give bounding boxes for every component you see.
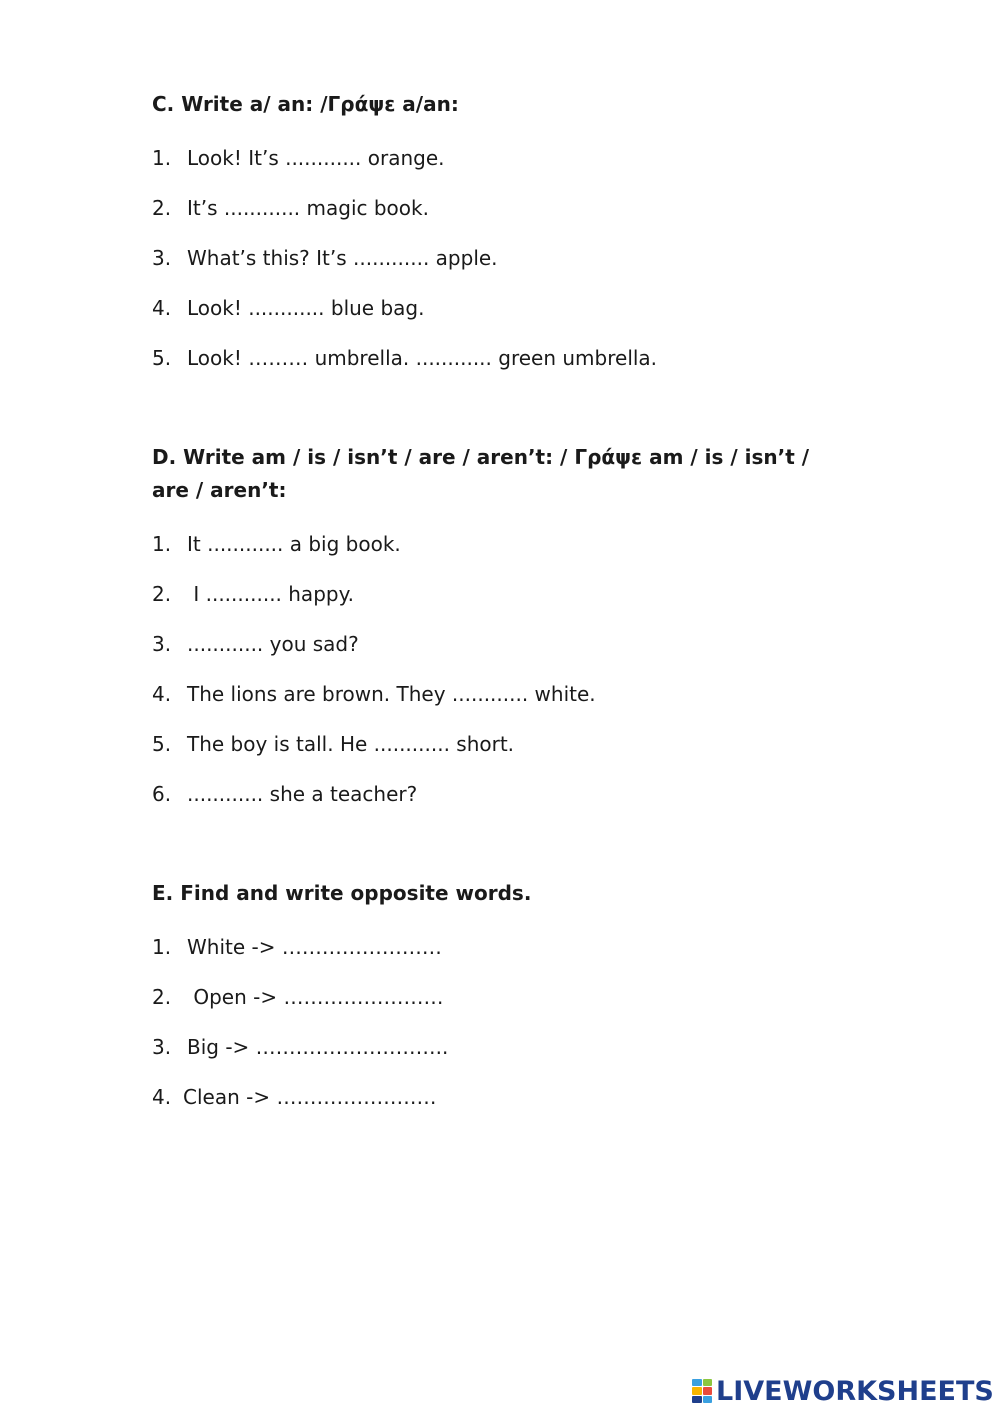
list-item xyxy=(152,333,852,383)
item-text: Open -> …………………… xyxy=(187,985,444,1009)
item-number: 3. xyxy=(152,632,172,656)
item-text: The lions are brown. They ............ white. xyxy=(187,682,596,706)
list-item xyxy=(152,719,852,769)
item-text: Look! ............ blue bag. xyxy=(187,296,425,320)
section-e xyxy=(152,877,852,1122)
logo-text: LIVEWORKSHEETS xyxy=(716,1375,994,1407)
list-item xyxy=(152,133,852,183)
item-text: Look! It’s ............ orange. xyxy=(187,146,445,170)
item-text: ............ she a teacher? xyxy=(187,782,418,806)
list-item xyxy=(152,1022,852,1072)
list-item xyxy=(152,669,852,719)
list-item xyxy=(152,922,852,972)
item-number: 2. xyxy=(152,582,172,606)
list-item xyxy=(152,1072,852,1122)
item-text: Big -> ……………………….. xyxy=(187,1035,449,1059)
item-text: White -> …………………… xyxy=(187,935,442,959)
section-c-heading: C. Write a/ an: /Γράψε a/an: xyxy=(152,92,459,116)
list-item xyxy=(152,519,852,569)
list-item xyxy=(152,769,852,819)
section-d-heading xyxy=(152,441,852,507)
item-number: 1. xyxy=(152,532,172,556)
item-text: What’s this? It’s ............ apple. xyxy=(187,246,498,270)
item-text: It ............ a big book. xyxy=(187,532,401,556)
item-number: 6. xyxy=(152,782,172,806)
item-number: 2. xyxy=(152,985,172,1009)
item-number: 3. xyxy=(152,1035,172,1059)
section-c-list xyxy=(152,133,852,383)
section-d-heading-line2: are / aren’t: xyxy=(152,478,287,502)
list-item xyxy=(152,183,852,233)
item-text: It’s ............ magic book. xyxy=(187,196,429,220)
list-item xyxy=(152,972,852,1022)
list-item xyxy=(152,569,852,619)
item-text: Clean -> …………………… xyxy=(183,1085,437,1109)
item-text: ............ you sad? xyxy=(187,632,359,656)
section-d-heading-line1: D. Write am / is / isn’t / are / aren’t: / Γράψε am / is / isn’t / xyxy=(152,445,810,469)
logo-icon xyxy=(692,1379,712,1403)
section-d xyxy=(152,441,852,819)
item-number: 4. xyxy=(152,682,172,706)
section-c xyxy=(152,88,852,383)
item-number: 5. xyxy=(152,732,172,756)
item-text: I ............ happy. xyxy=(187,582,354,606)
item-number: 2. xyxy=(152,196,172,220)
section-e-heading: E. Find and write opposite words. xyxy=(152,881,532,905)
item-number: 1. xyxy=(152,935,172,959)
item-text: Look! ……… umbrella. ............ green umbrella. xyxy=(187,346,658,370)
item-number: 5. xyxy=(152,346,172,370)
item-number: 3. xyxy=(152,246,172,270)
item-number: 4. xyxy=(152,296,172,320)
item-text: The boy is tall. He ............ short. xyxy=(187,732,515,756)
list-item xyxy=(152,283,852,333)
list-item xyxy=(152,619,852,669)
section-e-list xyxy=(152,922,852,1122)
liveworksheets-logo xyxy=(692,1374,994,1408)
list-item xyxy=(152,233,852,283)
item-number: 1. xyxy=(152,146,172,170)
section-d-list xyxy=(152,519,852,819)
item-number: 4. xyxy=(152,1085,172,1109)
